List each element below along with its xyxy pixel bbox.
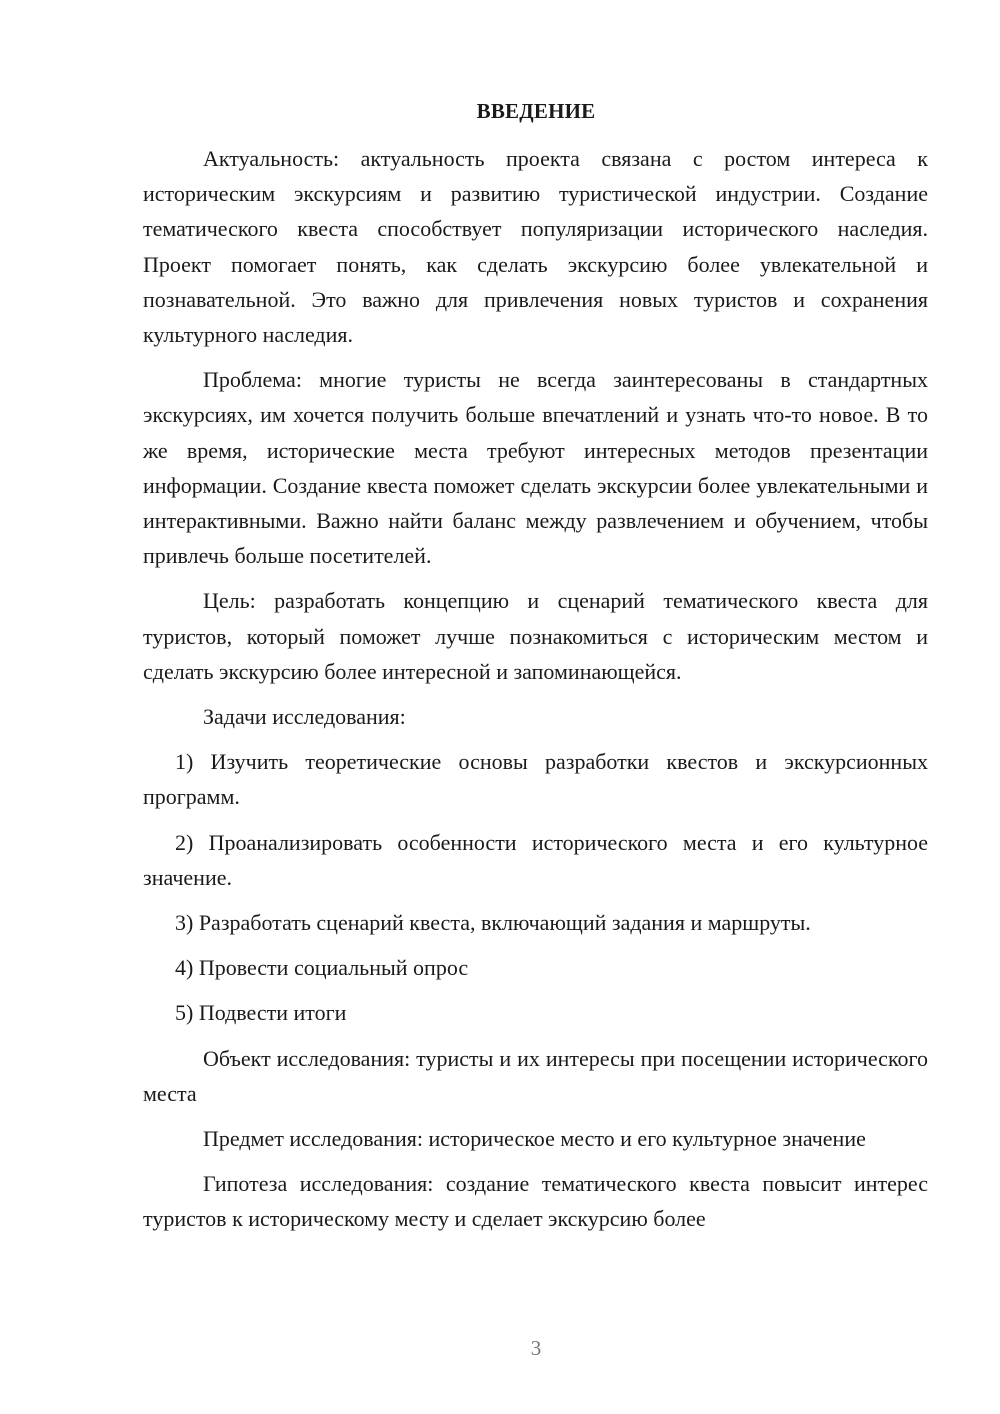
- task-item-4: 4) Провести социальный опрос: [175, 955, 469, 981]
- problem-paragraph: Проблема: многие туристы не всегда заинтересованы в стандартных экскурсиях, им хочется получить больше впечатлений и узнать что-то новое. В то же время, исторические места требуют интересных методов презентации информации. Создание квеста поможет сделать экскурсии более увлекательными и интерактивными. Важно найти баланс между развлечением и обучением, чтобы привлечь больше посетителей.: [143, 367, 928, 569]
- tasks-heading-paragraph: Задачи исследования:: [203, 704, 406, 730]
- page-number: 3: [530, 1336, 542, 1360]
- object-paragraph: Объект исследования: туристы и их интересы при посещении исторического места: [143, 1045, 928, 1106]
- task-item-5: 5) Подвести итоги: [175, 1000, 347, 1026]
- body-text: [143, 141, 928, 1247]
- relevance-paragraph: Актуальность: актуальность проекта связана с ростом интереса к историческим экскурсиям и развитию туристической индустрии. Создание тематического квеста способствует популяризации исторического наследия. Проект помогает понять, как сделать экскурсию более увлекательной и познавательной. Это важно для привлечения новых туристов и сохранения культурного наследия.: [143, 146, 928, 348]
- task-item-1: 1) Изучить теоретические основы разработки квестов и экскурсионных программ.: [143, 749, 928, 810]
- hypothesis-paragraph: Гипотеза исследования: создание тематического квеста повысит интерес туристов к историческому месту и сделает экскурсию более: [143, 1171, 928, 1232]
- task-item-2: 2) Проанализировать особенности исторического места и его культурное значение.: [143, 829, 928, 890]
- goal-paragraph: Цель: разработать концепцию и сценарий тематического квеста для туристов, который поможет лучше познакомиться с историческим местом и сделать экскурсию более интересной и запоминающейся.: [143, 588, 928, 684]
- section-heading: ВВЕДЕНИЕ: [476, 99, 596, 123]
- subject-paragraph: Предмет исследования: историческое место и его культурное значение: [203, 1126, 866, 1152]
- task-item-3: 3) Разработать сценарий квеста, включающий задания и маршруты.: [175, 910, 811, 936]
